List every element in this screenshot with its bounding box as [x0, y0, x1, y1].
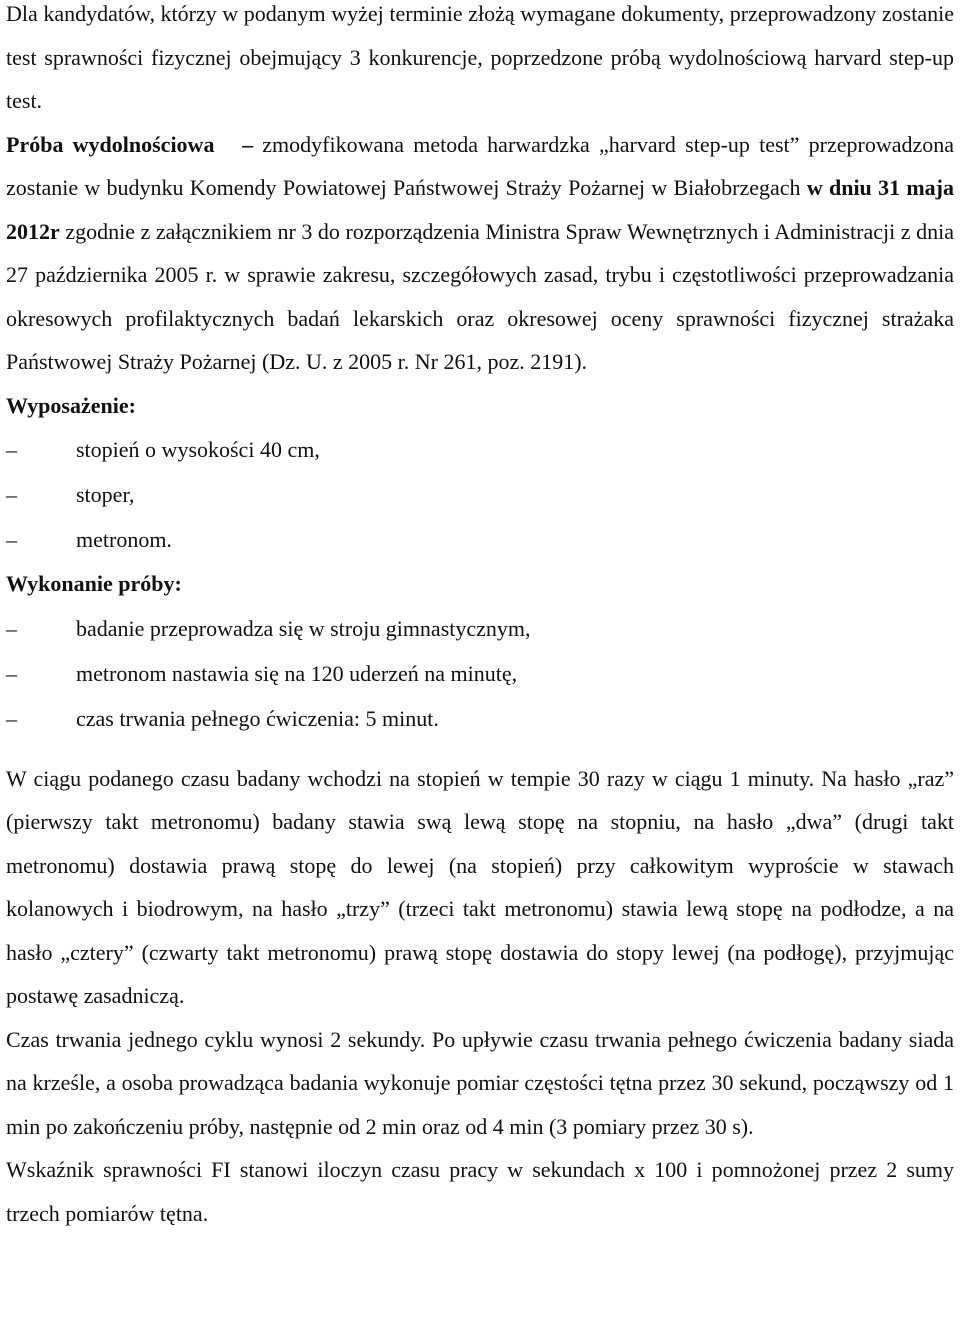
spacer — [6, 741, 954, 757]
equipment-list — [6, 427, 954, 562]
execution-heading: Wykonanie próby: — [6, 571, 182, 596]
list-item — [6, 696, 954, 741]
trial-text-b: zgodnie z załącznikiem nr 3 do rozporządzenia Ministra Spraw Wewnętrznych i Administracji z dnia 27 października 2005 r. w sprawie zakresu, szczegółowych zasad, trybu i częstotliwości przeprowadzania okresowych profilaktycznych badań lekarskich oraz okresowej oceny sprawności fizycznej strażaka Państwowej Straży Pożarnej (Dz. U. z 2005 r. Nr 261, poz. 2191). — [6, 218, 954, 374]
cycle-paragraph: Czas trwania jednego cyklu wynosi 2 sekundy. Po upływie czasu trwania pełnego ćwiczenia badany siada na krześle, a osoba prowadząca badania wykonuje pomiar częstości tętna przez 30 sekund, począwszy od 1 min po zakończeniu próby, następnie od 2 min oraz od 4 min (3 pomiary przez 30 s). — [6, 1026, 954, 1139]
dash-bullet: – — [6, 705, 17, 731]
list-item — [6, 517, 954, 562]
trial-date: w dniu 31 maja 2012r — [6, 175, 955, 244]
intro-paragraph: Dla kandydatów, którzy w podanym wyżej terminie złożą wymagane dokumenty, przeprowadzony zostanie test sprawności fizycznej obejmujący 3 konkurencje, poprzedzone próbą wydolnościową harvard step-up test. — [6, 1, 954, 113]
dash-bullet: – — [6, 482, 17, 507]
execution-list — [6, 606, 954, 741]
list-item-text: stopień o wysokości 40 cm, — [76, 437, 320, 462]
list-item-text: badanie przeprowadza się w stroju gimnastycznym, — [76, 615, 531, 641]
list-item — [6, 606, 954, 651]
dash-bullet: – — [6, 437, 17, 462]
dash-bullet: – — [6, 615, 17, 641]
list-item — [6, 472, 954, 517]
list-item — [6, 427, 954, 472]
trial-dash: – — [242, 131, 254, 157]
list-item-text: metronom. — [76, 527, 172, 552]
dash-bullet: – — [6, 527, 17, 552]
trial-text-a: zmodyfikowana metoda harwardzka „harvard step-up test” przeprowadzona zostanie w budynku Komendy Powiatowej Państwowej Straży Pożarnej w Białobrzegach — [6, 131, 954, 200]
trial-name: Próba wydolnościowa — [6, 131, 215, 157]
index-paragraph: Wskaźnik sprawności FI stanowi iloczyn czasu pracy w sekundach x 100 i pomnożonej przez 2 sumy trzech pomiarów tętna. — [6, 1157, 954, 1226]
procedure-paragraph: W ciągu podanego czasu badany wchodzi na stopień w tempie 30 razy w ciągu 1 minuty. Na hasło „raz” (pierwszy takt metronomu) badany stawia swą lewą stopę na stopniu, na hasło „dwa” (drugi takt metronomu) dostawia prawą stopę do lewej (na stopień) przy całkowitym wyproście w stawach kolanowych i biodrowym, na hasło „trzy” (trzeci takt metronomu) stawia lewą stopę na podłodze, a na hasło „cztery” (czwarty takt metronomu) prawą stopę dostawia do stopy lewej (na podłogę), przyjmując postawę zasadniczą. — [6, 765, 954, 1008]
list-item — [6, 651, 954, 696]
equipment-heading: Wyposażenie: — [6, 392, 136, 418]
list-item-text: stoper, — [76, 482, 135, 507]
trial-description-paragraph — [6, 123, 954, 384]
list-item-text: czas trwania pełnego ćwiczenia: 5 minut. — [76, 705, 439, 731]
dash-bullet: – — [6, 660, 17, 686]
list-item-text: metronom nastawia się na 120 uderzeń na minutę, — [76, 660, 518, 686]
